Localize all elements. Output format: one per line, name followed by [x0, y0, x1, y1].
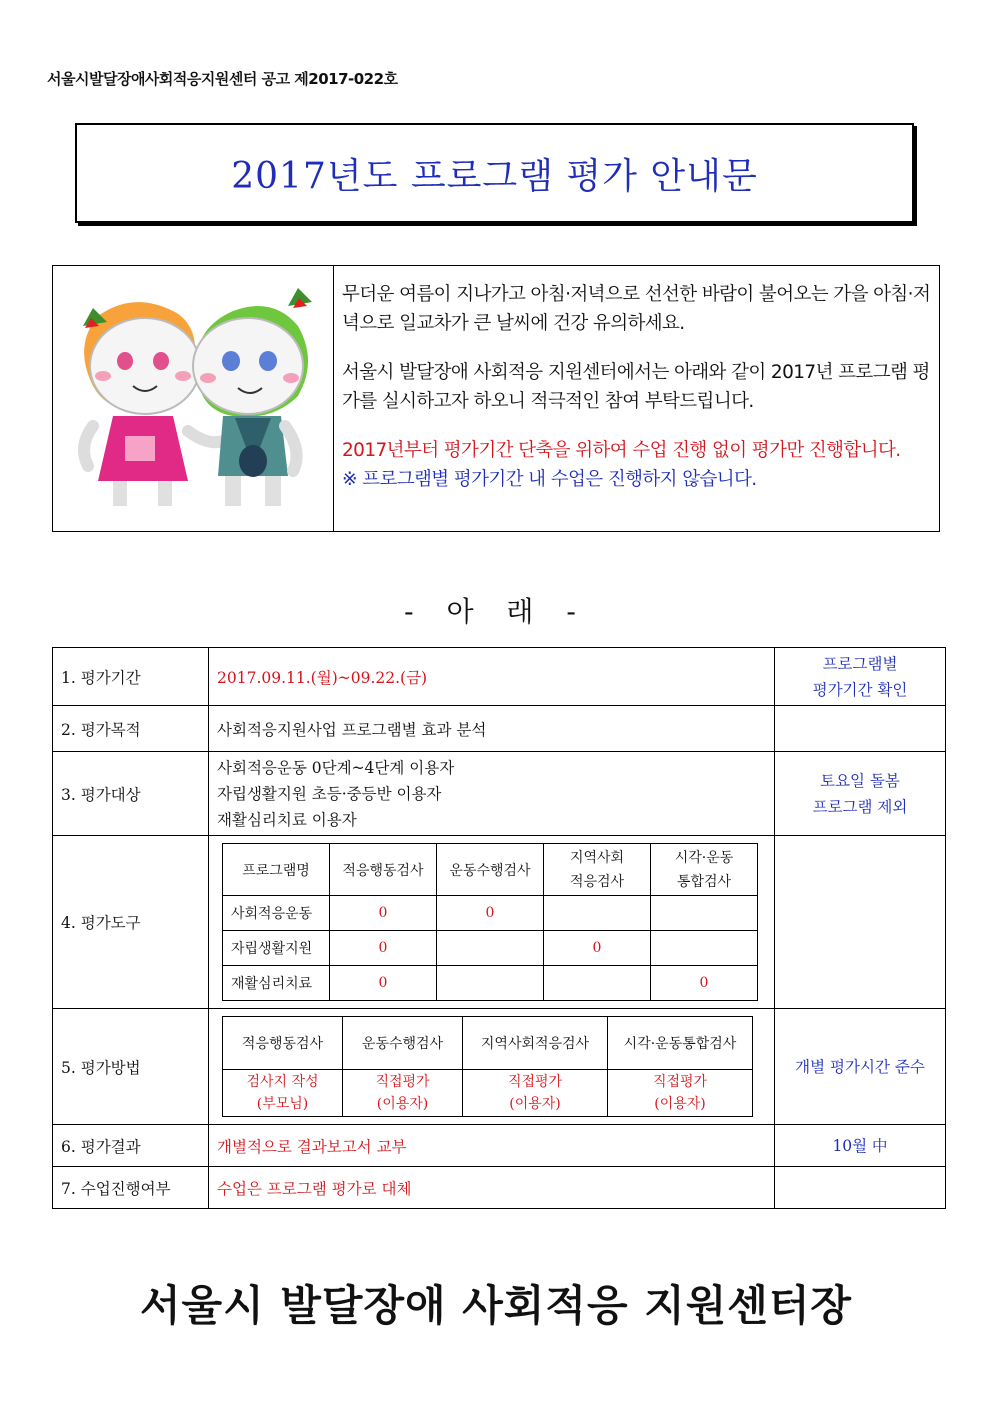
evaluation-table — [52, 647, 946, 1209]
method-line: 검사지 작성 — [246, 1074, 319, 1090]
tools-mark: 0 — [330, 931, 437, 966]
row-label: 6. 평가결과 — [53, 1125, 209, 1167]
intro-notice-red: 2017년부터 평가기간 단축을 위하여 수업 진행 없이 평가만 진행합니다. — [342, 440, 901, 461]
empty-note — [775, 836, 946, 1009]
tools-row — [223, 931, 758, 966]
row-label: 2. 평가목적 — [53, 706, 209, 752]
tools-subtable — [222, 843, 758, 1001]
tools-row-name: 사회적응운동 — [223, 896, 330, 931]
period-value: 2017.09.11.(월)~09.22.(금) — [209, 648, 775, 706]
method-header: 운동수행검사 — [343, 1017, 463, 1070]
row-label: 3. 평가대상 — [53, 752, 209, 836]
tools-header: 운동수행검사 — [437, 844, 544, 896]
method-line: 직접평가 — [375, 1074, 430, 1090]
tools-row-name: 자립생활지원 — [223, 931, 330, 966]
method-subtable — [222, 1016, 753, 1117]
target-line: 사회적응운동 0단계~4단계 이용자 — [217, 758, 455, 777]
section-heading: - 아 래 - — [404, 595, 588, 628]
method-line: (이용자) — [654, 1096, 706, 1112]
table-row — [53, 1125, 946, 1167]
method-note: 개별 평가시간 준수 — [775, 1009, 946, 1125]
page-title: 2017년도 프로그램 평가 안내문 — [231, 155, 758, 197]
method-cell — [209, 1009, 775, 1125]
note-line: 평가기간 확인 — [812, 680, 908, 699]
method-header-row — [223, 1017, 753, 1070]
tools-mark — [651, 931, 758, 966]
intro-box — [52, 265, 940, 532]
tools-header: 프로그램명 — [223, 844, 330, 896]
tools-header: 적응행동검사 — [330, 844, 437, 896]
result-note: 10월 中 — [775, 1125, 946, 1167]
method-value — [463, 1070, 608, 1117]
method-value — [343, 1070, 463, 1117]
target-note — [775, 752, 946, 836]
method-header: 시각·운동통합검사 — [608, 1017, 753, 1070]
tools-mark: 0 — [544, 931, 651, 966]
method-line: 직접평가 — [507, 1074, 563, 1090]
tools-mark — [437, 966, 544, 1001]
tools-header: 시각·운동 통합검사 — [651, 844, 758, 896]
tools-header: 지역사회 적응검사 — [544, 844, 651, 896]
tools-mark: 0 — [330, 966, 437, 1001]
tools-mark — [544, 966, 651, 1001]
target-value — [209, 752, 775, 836]
table-row — [53, 706, 946, 752]
empty-note — [775, 706, 946, 752]
tools-row-name: 재활심리치료 — [223, 966, 330, 1001]
intro-paragraph-2: 서울시 발달장애 사회적응 지원센터에서는 아래와 같이 2017년 프로그램 평가를 실시하고자 하오니 적극적인 참여 부탁드립니다. — [342, 362, 930, 412]
method-value — [223, 1070, 343, 1117]
method-line: (이용자) — [376, 1096, 429, 1112]
row-label: 1. 평가기간 — [53, 648, 209, 706]
result-value: 개별적으로 결과보고서 교부 — [209, 1125, 775, 1167]
tools-cell — [209, 836, 775, 1009]
note-line: 토요일 돌봄 — [820, 771, 900, 790]
note-line: 프로그램 제외 — [812, 797, 908, 816]
footer-signature: 서울시 발달장애 사회적응 지원센터장 — [139, 1281, 853, 1330]
tools-mark — [544, 896, 651, 931]
tools-row — [223, 896, 758, 931]
row-label: 7. 수업진행여부 — [53, 1167, 209, 1209]
method-line: 직접평가 — [652, 1074, 708, 1090]
tools-header-row — [223, 844, 758, 896]
target-line: 재활심리치료 이용자 — [217, 810, 357, 829]
tools-mark: 0 — [437, 896, 544, 931]
row-label: 4. 평가도구 — [53, 836, 209, 1009]
mascot-characters-icon — [53, 266, 334, 531]
method-line: (부모님) — [256, 1096, 309, 1112]
purpose-value: 사회적응지원사업 프로그램별 효과 분석 — [209, 706, 775, 752]
method-value-row — [223, 1070, 753, 1117]
intro-text — [334, 266, 939, 531]
method-header: 적응행동검사 — [223, 1017, 343, 1070]
note-line: 프로그램별 — [822, 654, 898, 673]
table-row — [53, 1009, 946, 1125]
tools-mark: 0 — [651, 966, 758, 1001]
table-row — [53, 648, 946, 706]
period-note — [775, 648, 946, 706]
method-value — [608, 1070, 753, 1117]
title-box — [75, 123, 914, 223]
method-header: 지역사회적응검사 — [463, 1017, 608, 1070]
notice-number: 서울시발달장애사회적응지원센터 공고 제2017-022호 — [47, 70, 398, 88]
intro-notice-blue: ※ 프로그램별 평가기간 내 수업은 진행하지 않습니다. — [342, 469, 757, 490]
empty-note — [775, 1167, 946, 1209]
row-label: 5. 평가방법 — [53, 1009, 209, 1125]
intro-paragraph-1: 무더운 여름이 지나가고 아침·저녁으로 선선한 바람이 불어오는 가을 아침·저녁으로 일교차가 큰 날씨에 건강 유의하세요. — [342, 284, 931, 334]
tools-mark: 0 — [330, 896, 437, 931]
table-row — [53, 752, 946, 836]
tools-row — [223, 966, 758, 1001]
class-value: 수업은 프로그램 평가로 대체 — [209, 1167, 775, 1209]
tools-mark — [651, 896, 758, 931]
table-row — [53, 1167, 946, 1209]
target-line: 자립생활지원 초등·중등반 이용자 — [217, 784, 442, 803]
table-row — [53, 836, 946, 1009]
tools-mark — [437, 931, 544, 966]
method-line: (이용자) — [509, 1096, 561, 1112]
